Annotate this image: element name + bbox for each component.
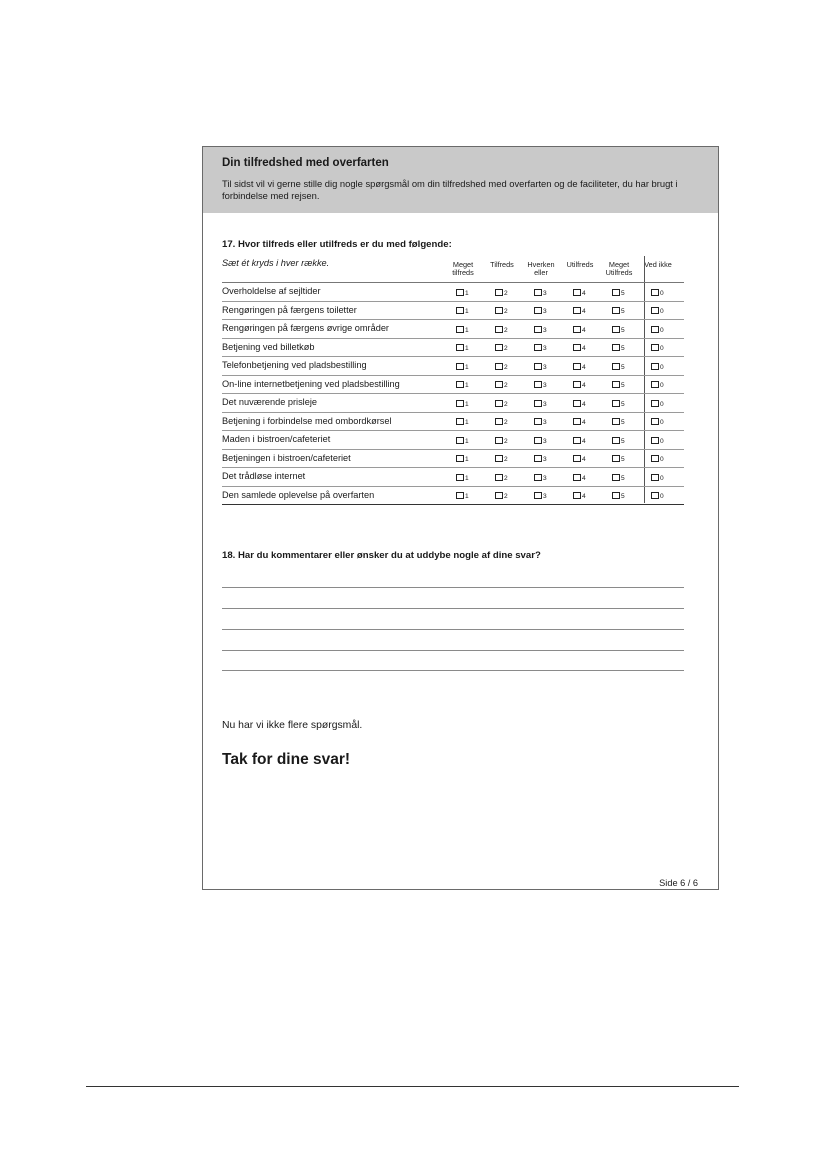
checkbox-square[interactable] [651,363,659,370]
checkbox-square[interactable] [612,492,620,499]
checkbox-square[interactable] [612,289,620,296]
checkbox-code: 3 [543,363,547,371]
table-row [222,394,684,413]
checkbox-code: 0 [660,308,664,315]
row-label: Det nuværende prisleje [222,397,317,407]
checkbox-square[interactable] [534,437,542,444]
checkbox-square[interactable] [612,307,620,314]
checkbox-square[interactable] [456,344,464,351]
checkbox-square[interactable] [573,418,581,425]
closing-text: Nu har vi ikke flere spørgsmål. [222,720,363,731]
rating-checkbox[interactable] [495,306,508,316]
checkbox-square[interactable] [495,363,503,370]
rating-checkbox[interactable] [573,343,586,353]
checkbox-code: 2 [504,308,508,315]
rating-checkbox[interactable] [573,287,586,297]
rating-checkbox[interactable] [456,491,469,501]
checkbox-square[interactable] [534,400,542,407]
checkbox-code: 1 [465,419,469,426]
rating-checkbox[interactable] [534,380,547,390]
checkbox-square[interactable] [612,455,620,462]
checkbox-square[interactable] [534,326,542,333]
checkbox-square[interactable] [573,289,581,296]
checkbox-square[interactable] [534,344,542,351]
rating-checkbox[interactable] [573,491,586,501]
rating-checkbox[interactable] [456,287,469,297]
checkbox-code: 0 [660,363,664,371]
rating-checkbox[interactable] [573,361,586,371]
checkbox-square[interactable] [573,344,581,351]
rating-checkbox[interactable] [651,417,664,427]
rating-checkbox[interactable] [612,417,625,427]
rating-checkbox[interactable] [495,343,508,353]
rating-checkbox[interactable] [456,398,469,408]
rating-checkbox[interactable] [612,306,625,316]
questionnaire-page [202,146,719,890]
checkbox-square[interactable] [573,455,581,462]
rating-checkbox[interactable] [573,398,586,408]
checkbox-square[interactable] [573,326,581,333]
column-header: Tilfreds [490,260,514,269]
checkbox-square[interactable] [573,474,581,481]
rating-checkbox[interactable] [651,361,664,371]
checkbox-square[interactable] [495,437,503,444]
rating-checkbox[interactable] [534,343,547,353]
checkbox-square[interactable] [612,437,620,444]
checkbox-square[interactable] [573,492,581,499]
checkbox-square[interactable] [612,363,620,370]
rating-checkbox[interactable] [456,361,469,371]
rating-checkbox[interactable] [573,306,586,316]
checkbox-square[interactable] [573,307,581,314]
checkbox-code: 0 [660,326,664,334]
checkbox-square[interactable] [534,492,542,499]
rating-checkbox[interactable] [495,324,508,334]
checkbox-square[interactable] [534,418,542,425]
checkbox-square[interactable] [495,307,503,314]
table-row [222,320,684,339]
rating-checkbox[interactable] [534,287,547,297]
column-header: Meget tilfreds [452,260,474,278]
rating-checkbox[interactable] [534,435,547,445]
checkbox-square[interactable] [456,437,464,444]
checkbox-code: 2 [504,326,508,334]
checkbox-code: 5 [621,456,625,463]
checkbox-square[interactable] [573,437,581,444]
rating-checkbox[interactable] [495,380,508,390]
rating-checkbox[interactable] [495,398,508,408]
table-row [222,468,684,487]
rating-checkbox[interactable] [456,343,469,353]
checkbox-code: 1 [465,493,469,500]
checkbox-code: 5 [621,400,625,408]
section-title: Din tilfredshed med overfarten [222,157,389,169]
checkbox-square[interactable] [534,474,542,481]
checkbox-code: 4 [582,326,586,334]
section-banner [203,147,718,213]
rating-checkbox[interactable] [651,306,664,316]
checkbox-code: 5 [621,345,625,352]
checkbox-square[interactable] [495,400,503,407]
question-17-title: 17. Hvor tilfreds eller utilfreds er du med følgende: [222,239,452,250]
checkbox-code: 5 [621,493,625,500]
checkbox-code: 0 [660,437,664,445]
checkbox-square[interactable] [651,437,659,444]
checkbox-square[interactable] [612,326,620,333]
checkbox-square[interactable] [651,289,659,296]
checkbox-code: 0 [660,474,664,482]
checkbox-code: 5 [621,437,625,445]
table-row [222,431,684,450]
table-row [222,283,684,302]
checkbox-square[interactable] [456,418,464,425]
row-label: Rengøringen på færgens toiletter [222,304,357,315]
rating-checkbox[interactable] [495,491,508,501]
checkbox-code: 4 [582,437,586,445]
checkbox-square[interactable] [534,381,542,388]
checkbox-code: 5 [621,382,625,389]
checkbox-square[interactable] [456,363,464,370]
rating-checkbox[interactable] [651,454,664,464]
checkbox-square[interactable] [456,492,464,499]
checkbox-code: 3 [543,474,547,482]
rating-checkbox[interactable] [612,324,625,334]
table-row [222,302,684,321]
question-18-title: 18. Har du kommentarer eller ønsker du at uddybe nogle af dine svar? [222,550,541,561]
checkbox-square[interactable] [612,344,620,351]
checkbox-square[interactable] [456,455,464,462]
rating-checkbox[interactable] [456,306,469,316]
rating-checkbox[interactable] [534,398,547,408]
column-header: Ved ikke [644,260,672,269]
comment-line[interactable] [222,629,684,630]
rating-checkbox[interactable] [612,491,625,501]
checkbox-square[interactable] [612,474,620,481]
rating-checkbox[interactable] [573,472,586,482]
checkbox-code: 0 [660,400,664,408]
checkbox-square[interactable] [612,400,620,407]
rating-checkbox[interactable] [456,435,469,445]
checkbox-code: 0 [660,493,664,500]
rating-checkbox[interactable] [495,287,508,297]
rating-checkbox[interactable] [612,435,625,445]
checkbox-code: 2 [504,382,508,389]
rating-checkbox[interactable] [573,454,586,464]
checkbox-code: 1 [465,326,469,334]
checkbox-square[interactable] [651,307,659,314]
checkbox-code: 4 [582,474,586,482]
rating-checkbox[interactable] [573,435,586,445]
rating-checkbox[interactable] [651,491,664,501]
checkbox-square[interactable] [534,307,542,314]
checkbox-square[interactable] [651,418,659,425]
checkbox-code: 0 [660,382,664,389]
section-intro: Til sidst vil vi gerne stille dig nogle spørgsmål om din tilfredshed med overfarten og de faciliteter, du har brugt i forbindelse med rejsen. [222,178,678,201]
checkbox-square[interactable] [651,492,659,499]
rating-checkbox[interactable] [534,472,547,482]
checkbox-square[interactable] [495,474,503,481]
rating-checkbox[interactable] [456,472,469,482]
rating-checkbox[interactable] [456,454,469,464]
table-row [222,487,684,506]
checkbox-code: 4 [582,400,586,408]
checkbox-code: 2 [504,474,508,482]
checkbox-square[interactable] [495,418,503,425]
row-label: Telefonbetjening ved pladsbestilling [222,360,367,370]
checkbox-code: 3 [543,419,547,426]
checkbox-code: 3 [543,400,547,408]
checkbox-code: 5 [621,474,625,482]
rating-checkbox[interactable] [495,472,508,482]
rating-checkbox[interactable] [534,306,547,316]
checkbox-square[interactable] [456,326,464,333]
checkbox-code: 4 [582,363,586,371]
rating-checkbox[interactable] [612,287,625,297]
row-label: Betjening i forbindelse med ombordkørsel [222,415,392,426]
checkbox-code: 1 [465,345,469,352]
rating-checkbox[interactable] [612,398,625,408]
row-label: Betjening ved billetkøb [222,341,315,352]
checkbox-code: 2 [504,345,508,352]
checkbox-square[interactable] [612,381,620,388]
table-row [222,450,684,469]
rating-checkbox[interactable] [534,454,547,464]
checkbox-code: 5 [621,326,625,334]
table-row [222,413,684,432]
checkbox-code: 2 [504,419,508,426]
comment-line[interactable] [222,650,684,651]
table-row [222,357,684,376]
rating-checkbox[interactable] [612,454,625,464]
checkbox-code: 3 [543,437,547,445]
checkbox-square[interactable] [534,455,542,462]
checkbox-square[interactable] [651,474,659,481]
row-label: Det trådløse internet [222,471,306,481]
checkbox-code: 4 [582,308,586,315]
checkbox-code: 1 [465,437,469,445]
checkbox-square[interactable] [495,326,503,333]
comment-line[interactable] [222,587,684,588]
rating-checkbox[interactable] [573,324,586,334]
checkbox-code: 3 [543,308,547,315]
column-header: Hverken eller [527,260,555,278]
column-header: Utilfreds [566,260,594,269]
rating-checkbox[interactable] [456,417,469,427]
footer-rule [86,1086,739,1087]
checkbox-code: 2 [504,437,508,445]
checkbox-code: 0 [660,419,664,426]
row-label: Betjeningen i bistroen/cafeteriet [222,452,351,463]
checkbox-code: 4 [582,456,586,463]
checkbox-code: 1 [465,474,469,482]
checkbox-square[interactable] [534,289,542,296]
rating-checkbox[interactable] [495,435,508,445]
question-17-instruction: Sæt ét kryds i hver række. [222,258,330,268]
checkbox-square[interactable] [651,381,659,388]
checkbox-code: 4 [582,493,586,500]
checkbox-square[interactable] [495,344,503,351]
checkbox-square[interactable] [573,381,581,388]
checkbox-code: 2 [504,493,508,500]
row-label: On-line internetbetjening ved pladsbestilling [222,378,400,389]
checkbox-square[interactable] [573,400,581,407]
rating-checkbox[interactable] [534,491,547,501]
checkbox-code: 0 [660,456,664,463]
checkbox-square[interactable] [573,363,581,370]
checkbox-code: 1 [465,308,469,315]
checkbox-code: 1 [465,289,469,297]
checkbox-code: 1 [465,363,469,371]
row-label: Overholdelse af sejltider [222,286,321,296]
checkbox-code: 3 [543,456,547,463]
rating-checkbox[interactable] [534,361,547,371]
table-row [222,376,684,395]
checkbox-code: 1 [465,400,469,408]
rating-checkbox[interactable] [495,454,508,464]
rating-checkbox[interactable] [456,380,469,390]
checkbox-code: 5 [621,308,625,315]
checkbox-square[interactable] [651,400,659,407]
rating-checkbox[interactable] [495,361,508,371]
row-label: Maden i bistroen/cafeteriet [222,434,331,444]
checkbox-code: 1 [465,382,469,389]
checkbox-code: 3 [543,345,547,352]
checkbox-code: 4 [582,289,586,297]
rating-checkbox[interactable] [651,380,664,390]
checkbox-code: 0 [660,289,664,297]
checkbox-code: 4 [582,382,586,389]
rating-checkbox[interactable] [612,472,625,482]
checkbox-square[interactable] [651,344,659,351]
checkbox-square[interactable] [612,418,620,425]
rating-checkbox[interactable] [651,343,664,353]
comment-line[interactable] [222,670,684,671]
comment-line[interactable] [222,608,684,609]
rating-checkbox[interactable] [651,472,664,482]
checkbox-code: 5 [621,419,625,426]
checkbox-code: 3 [543,289,547,297]
checkbox-code: 2 [504,456,508,463]
checkbox-code: 4 [582,345,586,352]
checkbox-square[interactable] [495,381,503,388]
thank-you-heading: Tak for dine svar! [222,751,351,768]
table-row [222,339,684,358]
checkbox-code: 5 [621,289,625,297]
checkbox-code: 1 [465,456,469,463]
checkbox-code: 3 [543,326,547,334]
checkbox-square[interactable] [456,400,464,407]
checkbox-code: 2 [504,400,508,408]
checkbox-square[interactable] [651,455,659,462]
checkbox-square[interactable] [534,363,542,370]
checkbox-square[interactable] [651,326,659,333]
rating-checkbox[interactable] [651,324,664,334]
column-header: Meget Utilfreds [605,260,633,278]
checkbox-square[interactable] [456,289,464,296]
checkbox-square[interactable] [456,307,464,314]
checkbox-square[interactable] [495,289,503,296]
checkbox-square[interactable] [456,381,464,388]
checkbox-code: 3 [543,493,547,500]
checkbox-code: 5 [621,363,625,371]
checkbox-code: 2 [504,289,508,297]
checkbox-code: 3 [543,382,547,389]
checkbox-square[interactable] [456,474,464,481]
rating-checkbox[interactable] [612,361,625,371]
rating-checkbox[interactable] [651,435,664,445]
checkbox-code: 2 [504,363,508,371]
rating-checkbox[interactable] [651,398,664,408]
rating-checkbox[interactable] [573,417,586,427]
rating-checkbox[interactable] [534,417,547,427]
checkbox-square[interactable] [495,492,503,499]
checkbox-code: 0 [660,345,664,352]
rating-checkbox[interactable] [612,380,625,390]
rating-checkbox[interactable] [456,324,469,334]
row-label: Den samlede oplevelse på overfarten [222,489,375,500]
rating-checkbox[interactable] [495,417,508,427]
checkbox-square[interactable] [495,455,503,462]
rating-checkbox[interactable] [534,324,547,334]
rating-checkbox[interactable] [573,380,586,390]
rating-checkbox[interactable] [651,287,664,297]
row-label: Rengøringen på færgens øvrige områder [222,323,389,333]
rating-checkbox[interactable] [612,343,625,353]
page-number: Side 6 / 6 [659,878,698,888]
checkbox-code: 4 [582,419,586,426]
